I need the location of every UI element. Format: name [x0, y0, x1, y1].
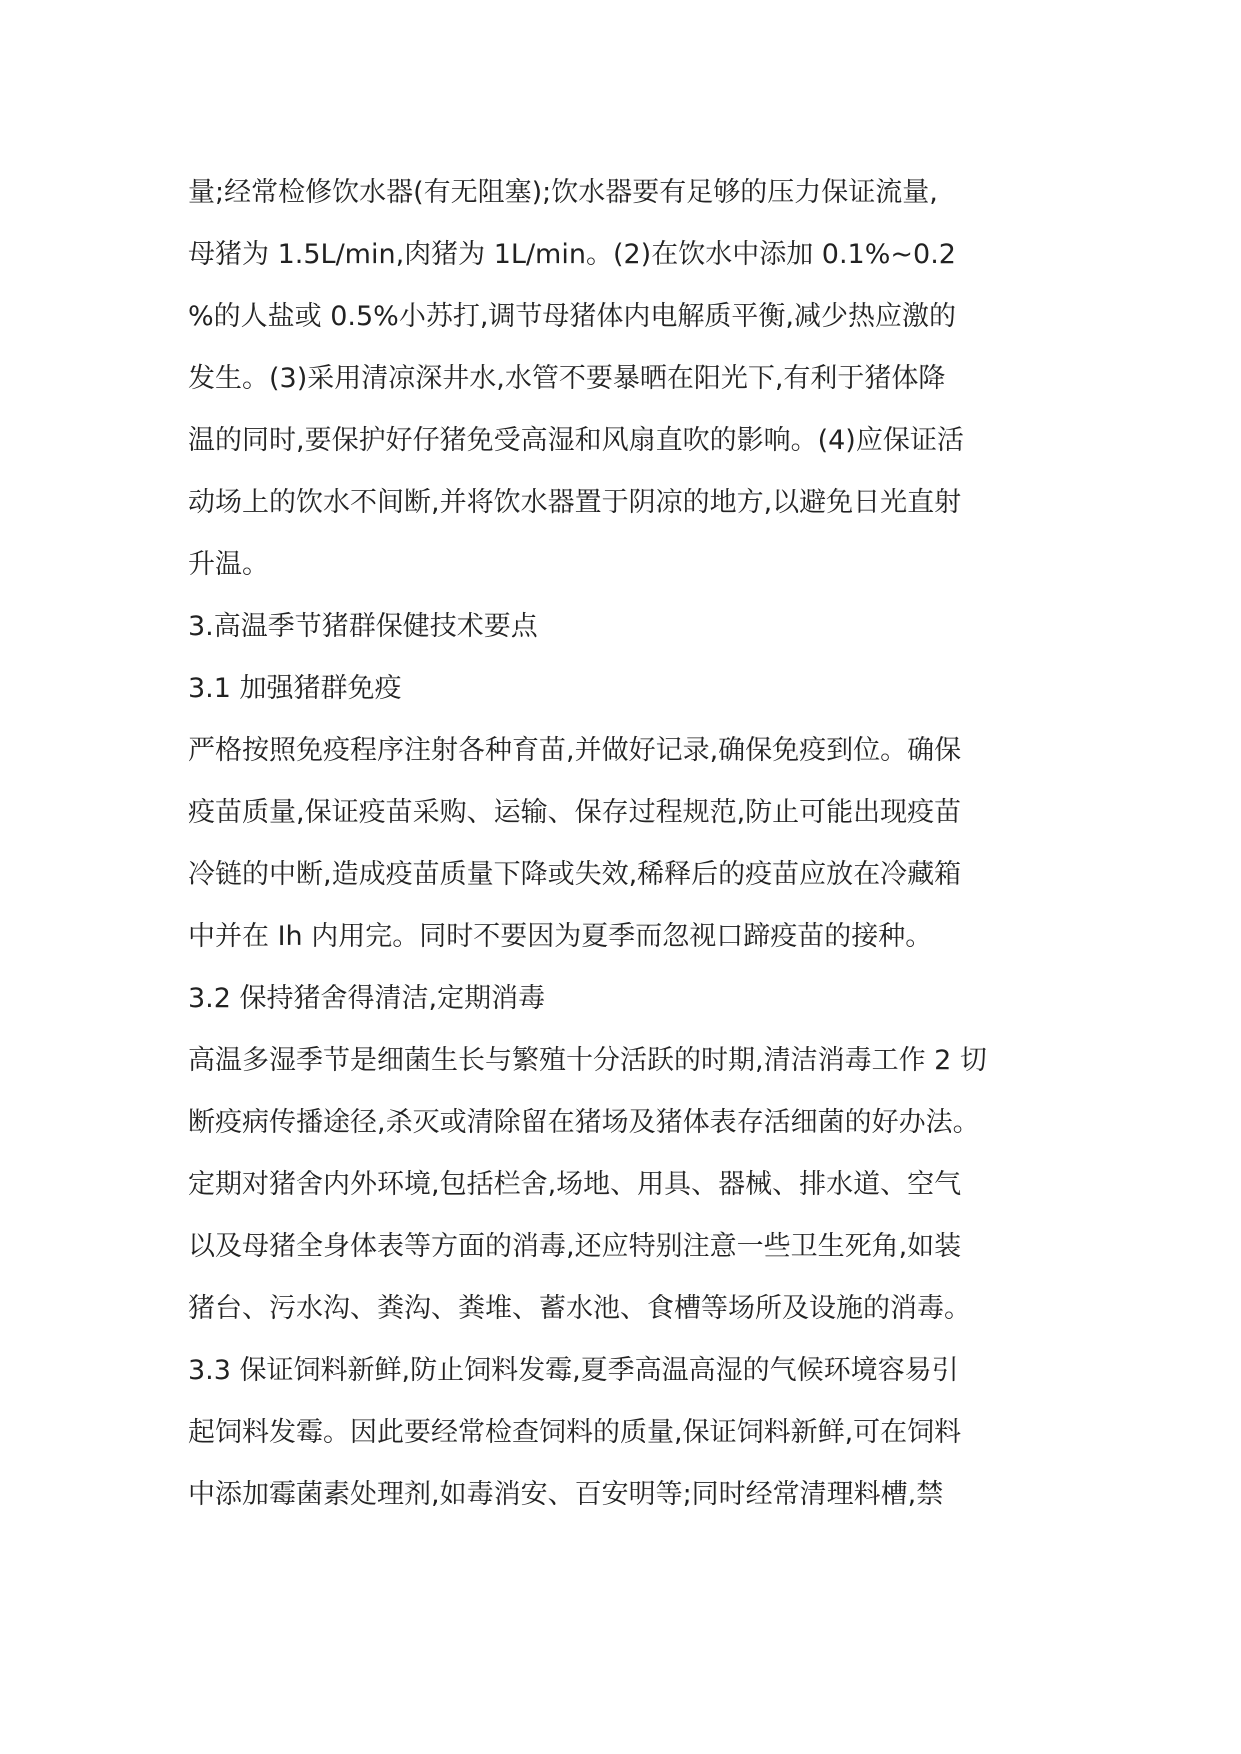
text-line: 起饲料发霉。因此要经常检查饲料的质量,保证饲料新鲜,可在饲料 — [188, 1417, 962, 1448]
text-line: 动场上的饮水不间断,并将饮水器置于阴凉的地方,以避免日光直射 — [188, 487, 962, 518]
text-line: 中添加霉菌素处理剂,如毒消安、百安明等;同时经常清理料槽,禁 — [188, 1479, 944, 1510]
text-line: 母猪为 1.5L/min,肉猪为 1L/min。(2)在饮水中添加 0.1%~0.2 — [188, 239, 956, 270]
text-line: 以及母猪全身体表等方面的消毒,还应特别注意一些卫生死角,如装 — [188, 1231, 962, 1262]
subsection-paragraph-line: 3.3 保证饲料新鲜,防止饲料发霉,夏季高温高湿的气候环境容易引 — [188, 1355, 959, 1386]
text-line: 升温。 — [188, 549, 269, 580]
text-line: 发生。(3)采用清凉深井水,水管不要暴晒在阳光下,有利于猪体降 — [188, 363, 946, 394]
text-line: 疫苗质量,保证疫苗采购、运输、保存过程规范,防止可能出现疫苗 — [188, 797, 962, 828]
text-line: 断疫病传播途径,杀灭或清除留在猪场及猪体表存活细菌的好办法。 — [188, 1107, 980, 1138]
document-body — [188, 162, 1056, 1526]
text-line: 冷链的中断,造成疫苗质量下降或失效,稀释后的疫苗应放在冷藏箱 — [188, 859, 962, 890]
text-line: 中并在 Ih 内用完。同时不要因为夏季而忽视口蹄疫苗的接种。 — [188, 921, 933, 952]
text-line: %的人盐或 0.5%小苏打,调节母猪体内电解质平衡,减少热应激的 — [188, 301, 956, 332]
text-line: 温的同时,要保护好仔猪免受高湿和风扇直吹的影响。(4)应保证活 — [188, 425, 964, 456]
section-heading: 3.高温季节猪群保健技术要点 — [188, 611, 538, 642]
subsection-heading: 3.2 保持猪舍得清洁,定期消毒 — [188, 983, 546, 1014]
text-line: 量;经常检修饮水器(有无阻塞);饮水器要有足够的压力保证流量, — [188, 177, 938, 208]
subsection-heading: 3.1 加强猪群免疫 — [188, 673, 402, 704]
text-line: 高温多湿季节是细菌生长与繁殖十分活跃的时期,清洁消毒工作 2 切 — [188, 1045, 987, 1076]
text-line: 严格按照免疫程序注射各种育苗,并做好记录,确保免疫到位。确保 — [188, 735, 962, 766]
text-line: 猪台、污水沟、粪沟、粪堆、蓄水池、食槽等场所及设施的消毒。 — [188, 1293, 971, 1324]
text-line: 定期对猪舍内外环境,包括栏舍,场地、用具、器械、排水道、空气 — [188, 1169, 962, 1200]
